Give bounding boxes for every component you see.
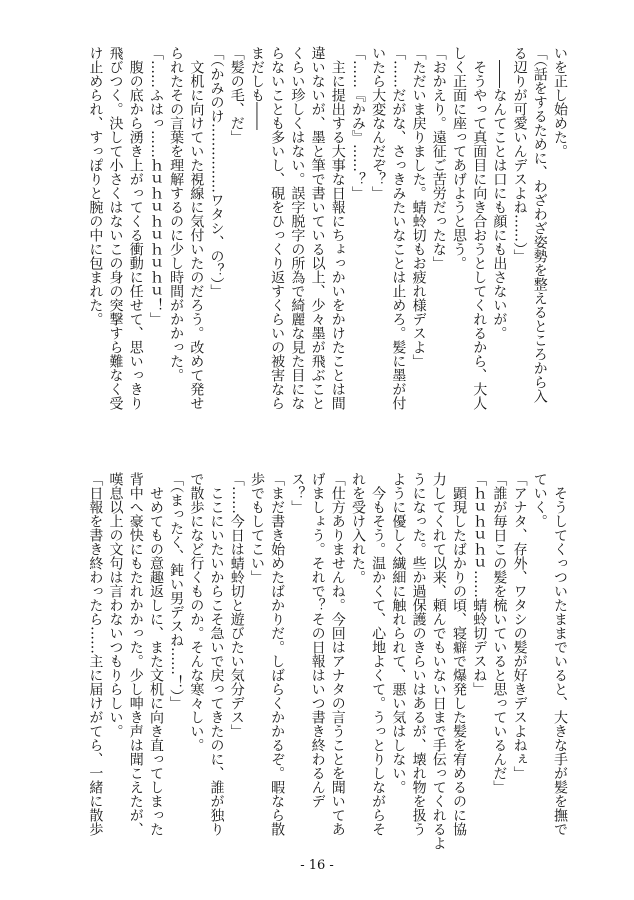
text-line: 主に提出する大事な日報にちょっかいをかけたことは間 (329, 46, 346, 410)
text-line: 「アナタ、存外、ワタシの髪が好きデスよねぇ」 (511, 472, 528, 780)
text-line: ていく。 (531, 472, 548, 528)
text-line: 「……『かみ』……？」 (349, 46, 366, 200)
text-tier-top (70, 46, 570, 432)
text-line: る辺りが可愛いんデスよね……）」 (511, 46, 528, 263)
text-line: 「……だがな、さっきみたいなことは止めろ。髪に墨が付 (390, 46, 407, 410)
text-line: られたその言葉を理解するのに少し時間がかかった。 (168, 46, 185, 382)
text-line: げましょう。それで？その日報はいつ書き終わるんデ (309, 472, 326, 808)
text-line: れを受け入れた。 (349, 472, 366, 584)
text-line: そうやって真面目に向き合おうとしてくれるから、大人 (471, 46, 488, 410)
text-line: 腹の底から湧き上がってくる衝動に任せて、思いっきり (127, 46, 144, 410)
text-line: くらい珍しくはない。誤字脱字の所為で綺麗な見た目にな (289, 46, 306, 410)
page-number: - 16 - (300, 858, 334, 873)
text-tier-bottom (70, 472, 570, 858)
text-line: ここにいたいからこそ急いで戻ってきたのに、誰が独り (208, 472, 225, 836)
text-line: 飛びつく。決して小さくはないこの身の突撃すら難なく受 (107, 46, 124, 410)
text-line: 背中へ豪快にもたれかかった。少し呻き声は聞こえたが、 (127, 472, 144, 836)
text-line: 「（話をするために、わざわざ姿勢を整えるところから入 (531, 46, 548, 403)
text-line: ――なんてことは口にも顔にも出さないが。 (491, 46, 508, 340)
text-line: らないことも多いし、硯をひっくり返すくらいの被害なら (269, 46, 286, 410)
text-line: 今もそう。温かくて、心地よくて。うっとりしながらそ (370, 472, 387, 836)
text-line: 「ｈｕｈｕｈｕ……蜻蛉切デスね」 (471, 472, 488, 696)
text-line: 違いないが、墨と筆で書いている以上、少々墨が飛ぶこと (309, 46, 326, 410)
text-line: 歩でもしてこい」 (248, 472, 265, 584)
text-line: 嘆息以上の文句は言わないつもりらしい。 (107, 472, 124, 738)
text-line: 「（かみのけ……………ワタシ、の？）」 (208, 46, 225, 298)
text-line: せめてもの意趣返しに、また文机に向き直ってしまった (147, 472, 164, 836)
text-line: 文机に向けていた視線に気付いたのだろう。改めて発せ (188, 46, 205, 410)
text-line: うになった。些か過保護のきらいはあるが、壊れ物を扱う (410, 472, 427, 836)
text-line: いたら大変なんだぞ？」 (370, 46, 387, 200)
text-line: 「髪の毛、だ」 (228, 46, 245, 144)
text-line: 力してくれて以来、頼んでもいない日まで手伝ってくれるよ (430, 472, 447, 850)
text-line: で散歩になど行くものか。そんな寒々しい。 (188, 472, 205, 752)
text-line: いを正し始めた。 (552, 46, 568, 158)
text-line: 「まだ書き始めたばかりだ。しばらくかかるぞ。暇なら散 (269, 472, 286, 836)
text-line: しく正面に座ってあげようと思う。 (450, 46, 467, 270)
text-line: 「……ふはっ……ｈｕｈｕｈｕｈｕｈｕ！」 (147, 46, 164, 326)
text-line: け止められ、すっぽりと腕の中に包まれた。 (87, 46, 104, 326)
text-line: 「……今日は蜻蛉切と遊びたい気分デス」 (228, 472, 245, 738)
text-line: まだしも―― (248, 46, 265, 130)
text-line: 「誰が毎日この髪を梳いていると思っているんだ」 (491, 472, 508, 794)
text-line: 顕現したばかりの頃、寝癖で爆発した髪を宥めるのに協 (450, 472, 467, 836)
text-line: 「仕方ありませんね。今回はアナタの言うことを聞いてあ (329, 472, 346, 836)
text-line: そうしてくっついたままでいると、大きな手が髪を撫で (552, 472, 568, 836)
text-line: 「おかえり。遠征ご苦労だったな」 (430, 46, 447, 270)
text-line: ように優しく繊細に触れられて、悪い気はしない。 (390, 472, 407, 794)
text-line: ス？」 (289, 472, 306, 514)
text-line: 「ただいま戻りました。蜻蛉切もお疲れ様デスよ」 (410, 46, 427, 368)
text-line: 「日報を書き終わったら……主に届けがてら、一緒に散歩 (87, 472, 104, 836)
text-line: 「（まったく、鈍い男デスね……！）」 (168, 472, 185, 710)
